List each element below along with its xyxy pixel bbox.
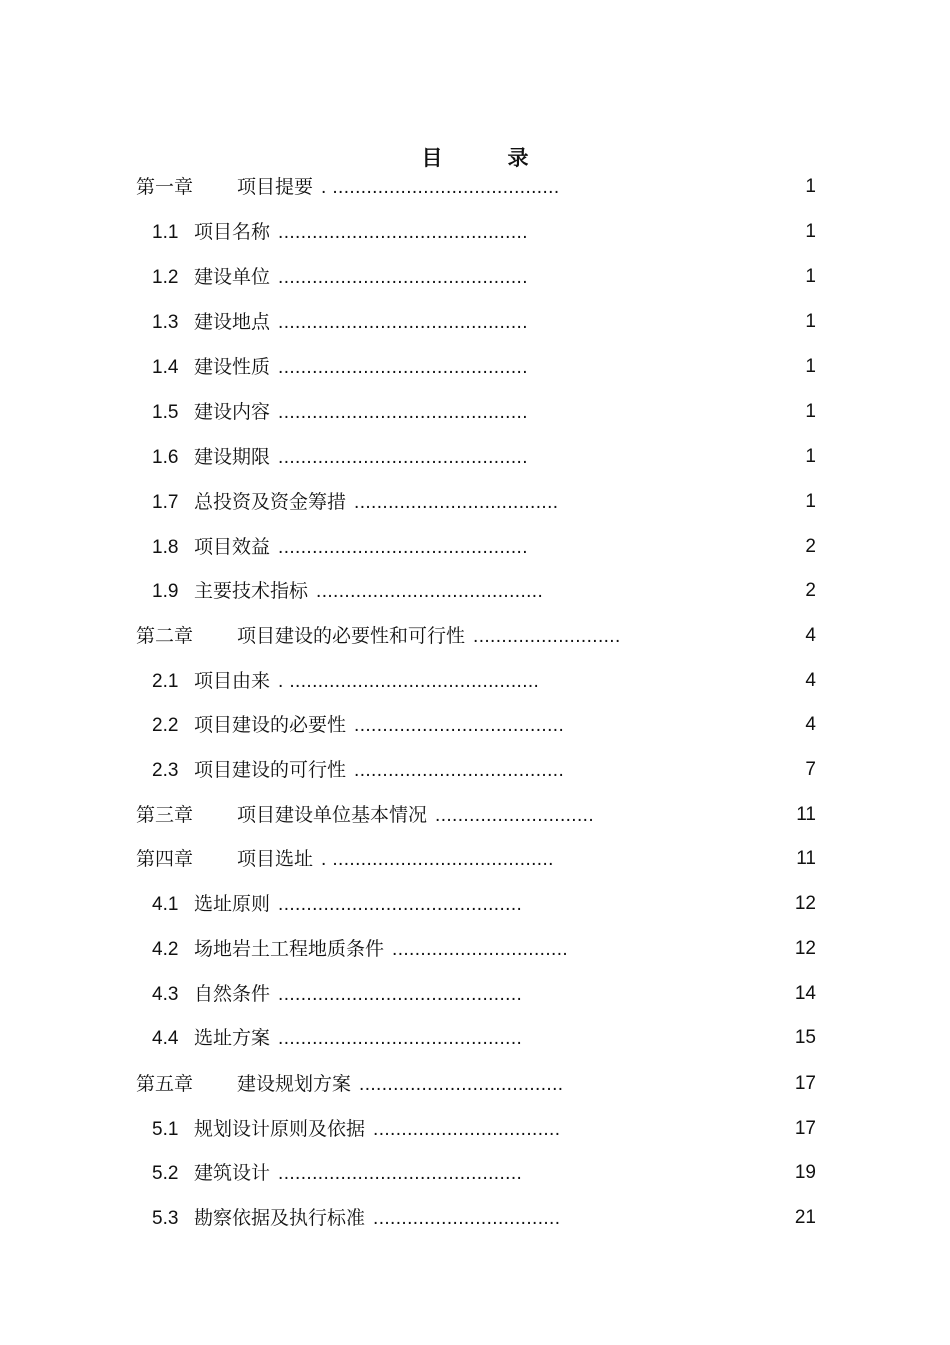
dot-leader: ..................................... [354, 760, 565, 781]
page-number: 11 [796, 848, 816, 869]
entry-title: 项目选址 [237, 848, 314, 870]
page-number: 17 [794, 1118, 816, 1139]
section-number: 5.3 [152, 1208, 179, 1229]
section-number: 1.1 [152, 222, 179, 243]
dot-leader: .......................... [473, 626, 621, 647]
entry-title: 项目提要 [237, 176, 314, 198]
dot-leader: ............................................ [278, 357, 528, 378]
chapter-label: 第一章 [136, 176, 194, 198]
page-number: 11 [796, 804, 816, 825]
entry-title: 建设地点 [194, 311, 271, 333]
section-number: 2.1 [152, 671, 179, 692]
entry-title: 项目效益 [194, 536, 271, 558]
entry-title: 主要技术指标 [194, 580, 309, 602]
entry-title: 项目建设的必要性和可行性 [237, 625, 466, 647]
dot-leader: ................................. [373, 1208, 561, 1229]
page-number: 1 [805, 311, 816, 332]
entry-title: 项目建设单位基本情况 [237, 804, 428, 826]
entry-title: 项目建设的可行性 [194, 759, 347, 781]
page-number: 1 [805, 356, 816, 377]
dot-leader: .................................... [359, 1074, 564, 1095]
dot-leader: ............................................ [278, 402, 528, 423]
dot-leader: ............................................ [278, 312, 528, 333]
dot-leader: ........................................ [316, 581, 544, 602]
toc-title: 目 录 [421, 145, 551, 171]
page-number: 2 [805, 536, 816, 557]
section-number: 4.4 [152, 1028, 179, 1049]
section-number: 1.3 [152, 312, 179, 333]
entry-title: 建筑设计 [194, 1162, 271, 1184]
dot-leader: . ............................................ [278, 671, 540, 692]
toc-entry-section-1-7[interactable] [152, 487, 816, 517]
page-number: 14 [794, 983, 816, 1004]
dot-leader: ........................................... [278, 1028, 523, 1049]
dot-leader: ........................................... [278, 984, 523, 1005]
section-number: 2.3 [152, 760, 179, 781]
entry-title: 自然条件 [194, 983, 271, 1005]
toc-entry-section-1-9[interactable] [152, 576, 816, 606]
toc-entry-section-2-2[interactable] [152, 710, 816, 740]
toc-entry-section-1-3[interactable] [152, 307, 816, 337]
section-number: 1.4 [152, 357, 179, 378]
section-number: 4.3 [152, 984, 179, 1005]
page-number: 19 [794, 1162, 816, 1183]
toc-entry-section-1-8[interactable] [152, 532, 816, 562]
entry-title: 建设性质 [194, 356, 271, 378]
page-number: 4 [805, 625, 816, 646]
dot-leader: . ........................................ [321, 177, 560, 198]
toc-entry-section-4-4[interactable] [152, 1023, 816, 1053]
toc-entry-section-1-6[interactable] [152, 442, 816, 472]
section-number: 1.6 [152, 447, 179, 468]
page-number: 21 [794, 1207, 816, 1228]
chapter-label: 第二章 [136, 625, 194, 647]
toc-entry-section-5-2[interactable] [152, 1158, 816, 1188]
entry-title: 项目由来 [194, 670, 271, 692]
toc-entry-section-2-1[interactable] [152, 666, 816, 696]
toc-entry-chapter-5[interactable] [136, 1069, 816, 1099]
dot-leader: ........................................... [278, 894, 523, 915]
page-number: 7 [805, 759, 816, 780]
chapter-label: 第四章 [136, 848, 194, 870]
toc-entry-section-1-5[interactable] [152, 397, 816, 427]
entry-title: 规划设计原则及依据 [194, 1118, 366, 1140]
toc-entry-section-5-3[interactable] [152, 1203, 816, 1233]
dot-leader: ............................................ [278, 447, 528, 468]
page-number: 1 [805, 176, 816, 197]
toc-entry-chapter-2[interactable] [136, 621, 816, 651]
dot-leader: . ....................................... [321, 849, 554, 870]
dot-leader: ............................................ [278, 222, 528, 243]
toc-entry-section-2-3[interactable] [152, 755, 816, 785]
entry-title: 项目建设的必要性 [194, 714, 347, 736]
toc-entry-chapter-4[interactable] [136, 844, 816, 874]
toc-entry-section-1-1[interactable] [152, 217, 816, 247]
entry-title: 建设内容 [194, 401, 271, 423]
section-number: 1.9 [152, 581, 179, 602]
entry-title: 项目名称 [194, 221, 271, 243]
toc-entry-section-4-3[interactable] [152, 979, 816, 1009]
toc-entry-chapter-1[interactable] [136, 172, 816, 202]
chapter-label: 第五章 [136, 1073, 194, 1095]
entry-title: 总投资及资金筹措 [194, 491, 347, 513]
page-number: 12 [794, 893, 816, 914]
page-number: 17 [794, 1073, 816, 1094]
dot-leader: ............................ [435, 805, 595, 826]
page-number: 1 [805, 446, 816, 467]
dot-leader: ................................. [373, 1119, 561, 1140]
dot-leader: ............................... [392, 939, 569, 960]
dot-leader: ............................................ [278, 537, 528, 558]
page-number: 2 [805, 580, 816, 601]
dot-leader: ........................................... [278, 1163, 523, 1184]
toc-entry-section-1-4[interactable] [152, 352, 816, 382]
section-number: 2.2 [152, 715, 179, 736]
toc-entry-section-5-1[interactable] [152, 1114, 816, 1144]
toc-entry-section-4-1[interactable] [152, 889, 816, 919]
page-number: 1 [805, 221, 816, 242]
entry-title: 场地岩土工程地质条件 [194, 938, 385, 960]
chapter-label: 第三章 [136, 804, 194, 826]
toc-entry-section-4-2[interactable] [152, 934, 816, 964]
section-number: 1.7 [152, 492, 179, 513]
section-number: 1.8 [152, 537, 179, 558]
dot-leader: ..................................... [354, 715, 565, 736]
page-number: 1 [805, 491, 816, 512]
page-number: 12 [794, 938, 816, 959]
entry-title: 建设单位 [194, 266, 271, 288]
page-number: 15 [794, 1027, 816, 1048]
dot-leader: .................................... [354, 492, 559, 513]
page-number: 1 [805, 401, 816, 422]
entry-title: 建设规划方案 [237, 1073, 352, 1095]
section-number: 4.1 [152, 894, 179, 915]
entry-title: 选址方案 [194, 1027, 271, 1049]
entry-title: 建设期限 [194, 446, 271, 468]
page-number: 1 [805, 266, 816, 287]
page-number: 4 [805, 714, 816, 735]
section-number: 5.1 [152, 1119, 179, 1140]
page-number: 4 [805, 670, 816, 691]
section-number: 4.2 [152, 939, 179, 960]
section-number: 5.2 [152, 1163, 179, 1184]
toc-entry-section-1-2[interactable] [152, 262, 816, 292]
toc-entry-chapter-3[interactable] [136, 800, 816, 830]
entry-title: 选址原则 [194, 893, 271, 915]
dot-leader: ............................................ [278, 267, 528, 288]
section-number: 1.5 [152, 402, 179, 423]
section-number: 1.2 [152, 267, 179, 288]
entry-title: 勘察依据及执行标准 [194, 1207, 366, 1229]
